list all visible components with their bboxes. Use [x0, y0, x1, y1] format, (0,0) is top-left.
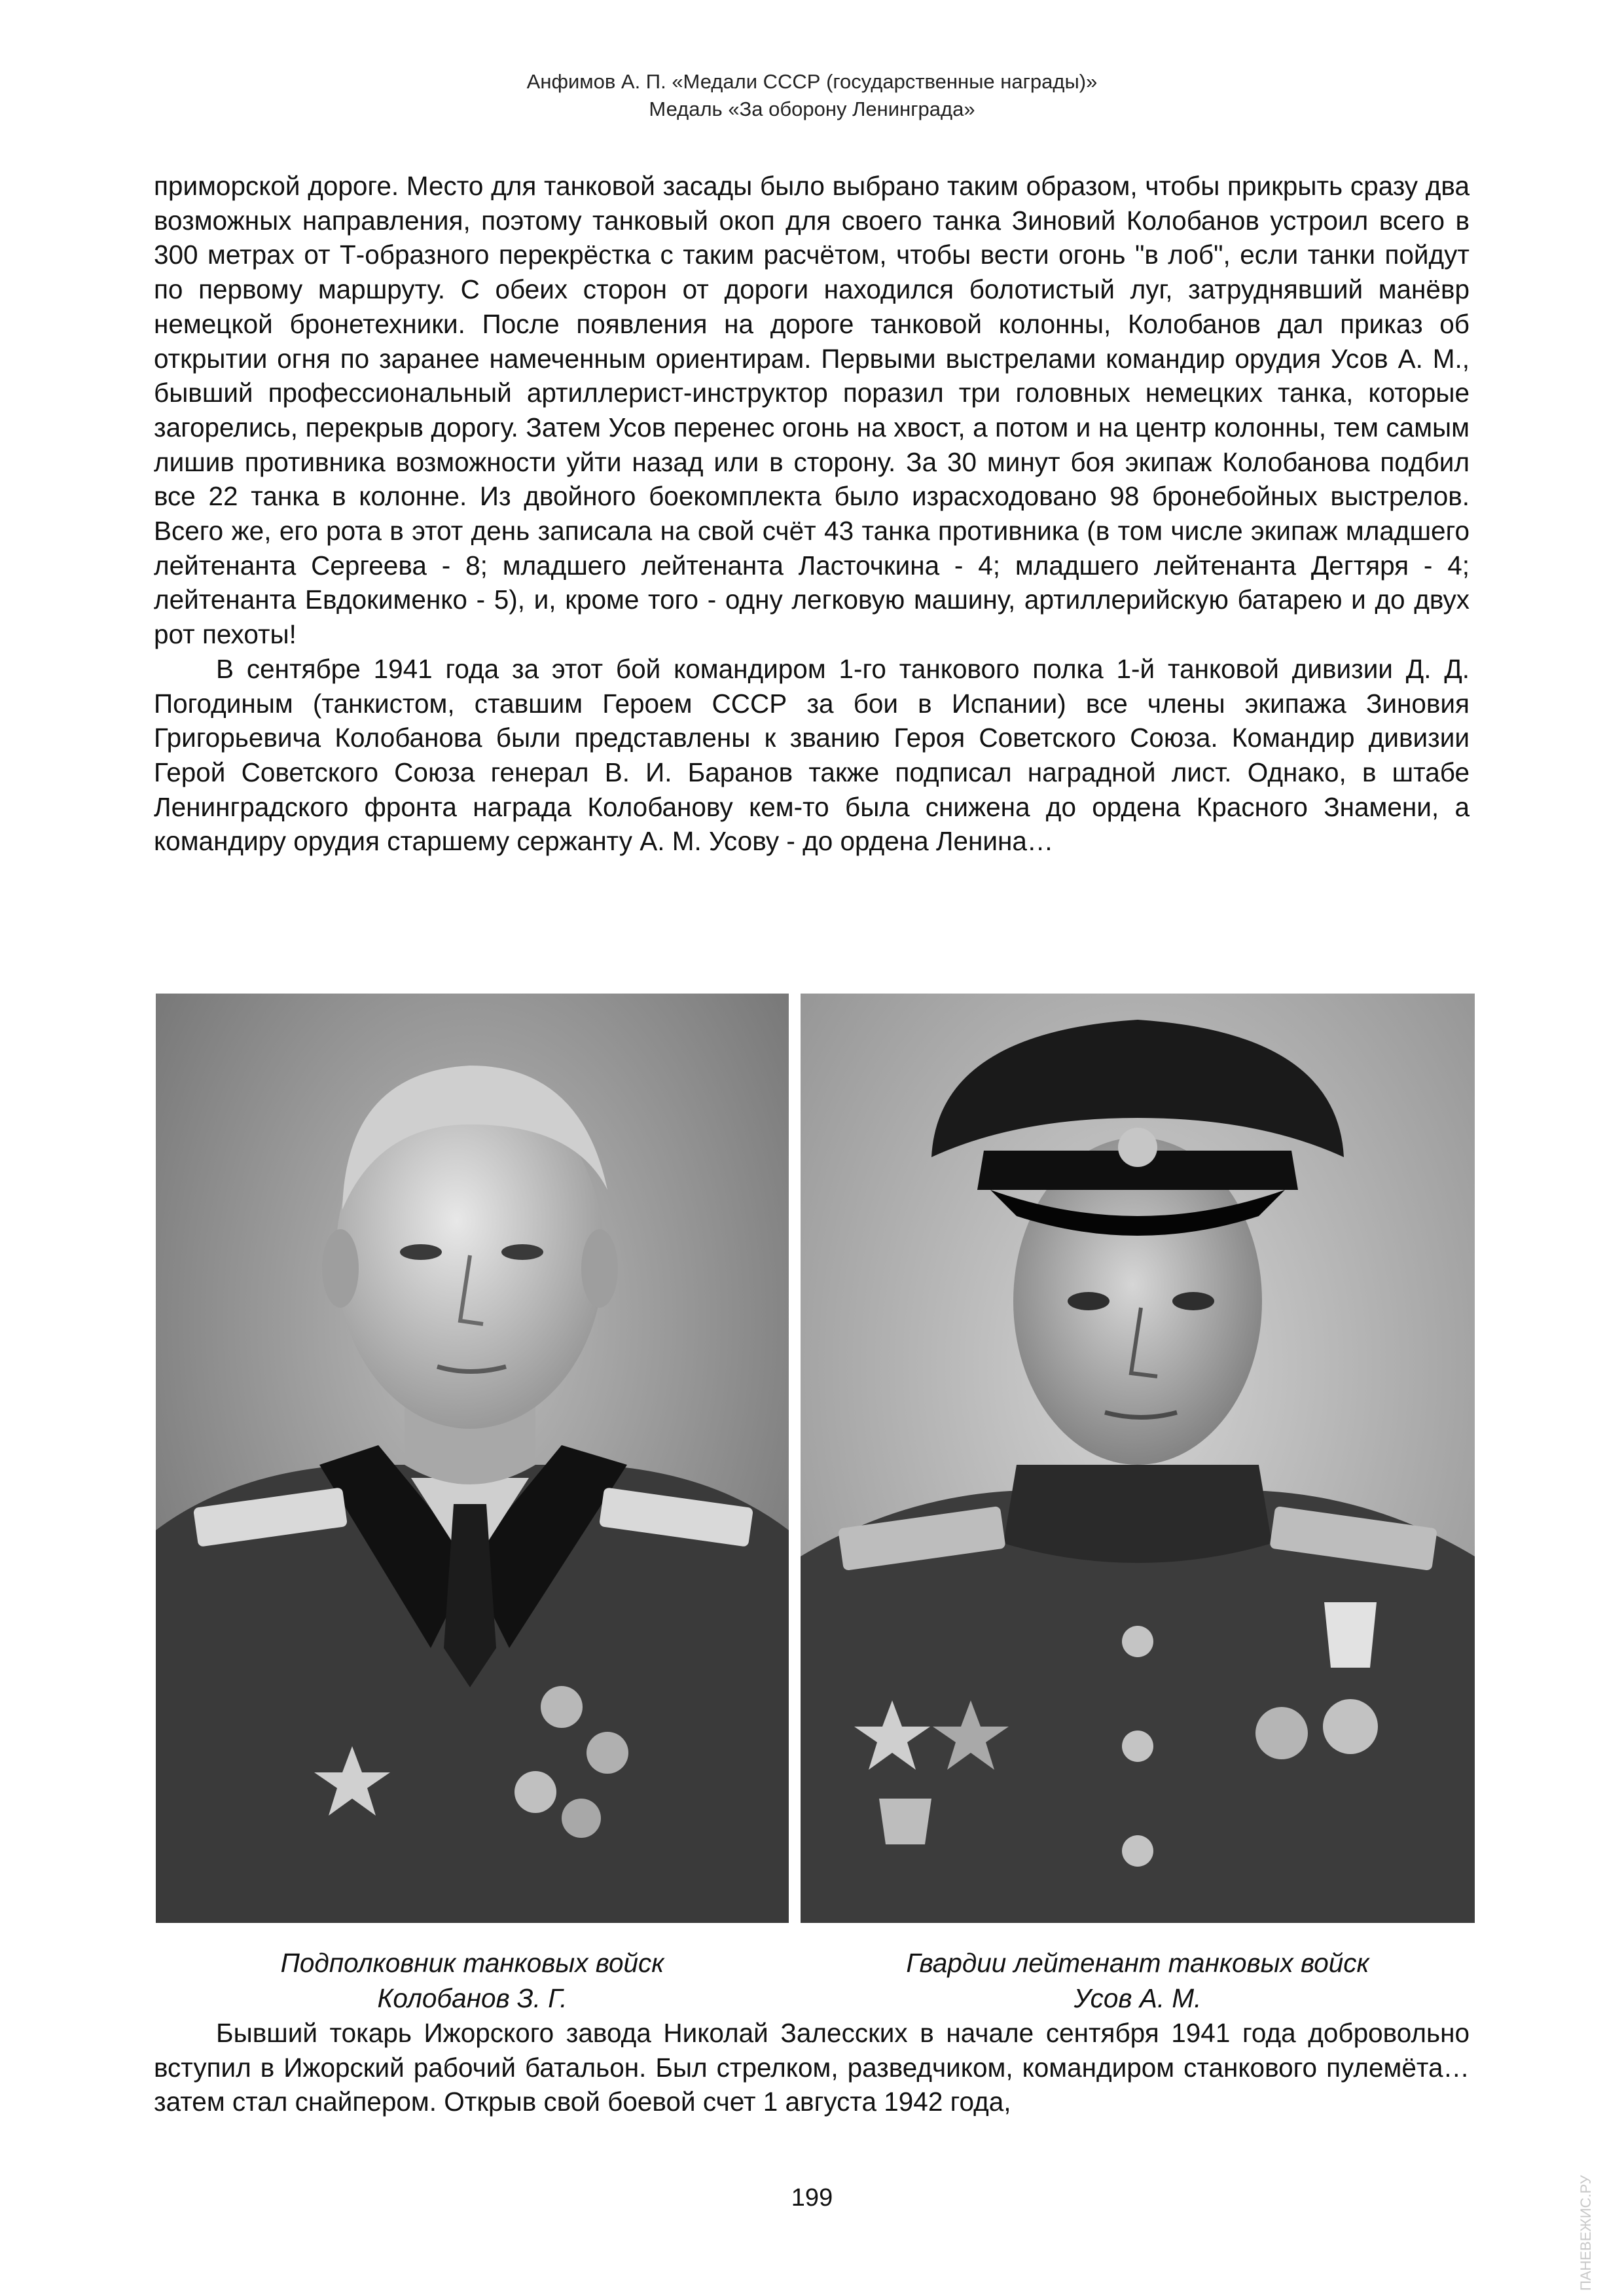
portrait-kolobanov-image [156, 994, 789, 1923]
caption-name: Колобанов З. Г. [377, 1983, 568, 2013]
header-line-1: Анфимов А. П. «Медали СССР (государственные награды)» [526, 70, 1098, 93]
body-text-top [154, 169, 1470, 859]
paragraph: Бывший токарь Ижорского завода Николай Залесских в начале сентября 1941 года добровольно вступил в Ижорский рабочий батальон. Был стрелком, разведчиком, командиром станкового пулемёта… затем стал снайпером. Открыв свой боевой счет 1 августа 1942 года, [154, 2018, 1470, 2117]
caption-rank: Гвардии лейтенант танковых войск [906, 1948, 1369, 1978]
photo-caption-right [801, 1945, 1475, 2016]
paragraph: В сентябре 1941 года за этот бой командиром 1-го танкового полка 1-й танковой дивизии Д. Д. Погодиным (танкистом, ставшим Героем СССР за бои в Испании) все члены экипажа Зиновия Григорьевича Колобанова были представлены к званию Героя Советского Союза. Командир дивизии Герой Советского Союза генерал В. И. Баранов также подписал наградной лист. Однако, в штабе Ленинградского фронта награда Колобанову кем-то была снижена до ордена Красного Знамени, а командиру орудия старшему сержанту А. М. Усову - до ордена Ленина… [154, 653, 1470, 857]
paragraph: приморской дороге. Место для танковой засады было выбрано таким образом, чтобы прикрыть сразу два возможных направления, поэтому танковый окоп для своего танка Зиновий Колобанов устроил всего в 300 метрах от Т-образного перекрёстка с таким расчётом, чтобы вести огонь "в лоб", если танки пойдут по первому маршруту. С обеих сторон от дороги находился болотистый луг, затруднявший манёвр немецкой бронетехники. После появления на дороге танковой колонны, Колобанов дал приказ об открытии огня по заранее намеченным ориентирам. Первыми выстрелами командир орудия Усов А. М., бывший профессиональный артиллерист-инструктор поразил три головных немецких танка, которые загорелись, перекрыв дорогу. Затем Усов перенес огонь на хвост, а потом и на центр колонны, тем самым лишив противника возможности уйти назад или в сторону. За 30 минут боя экипаж Колобанова подбил все 22 танка в колонне. Из двойного боекомплекта было израсходовано 98 бронебойных выстрелов. Всего же, его рота в этот день записала на свой счёт 43 танка противника (в том числе экипаж младшего лейтенанта Сергеева - 8; младшего лейтенанта Ласточкина - 4; младшего лейтенанта Дегтяря - 4; лейтенанта Евдокименко - 5), и, кроме того - одну легковую машину, артиллерийскую батарею и до двух рот пехоты! [154, 171, 1470, 650]
caption-rank: Подполковник танковых войск [280, 1948, 664, 1978]
page-number: 199 [791, 2184, 833, 2212]
portrait-usov-image [801, 994, 1475, 1923]
header-line-2: Медаль «За оборону Ленинграда» [649, 98, 975, 120]
running-header [0, 68, 1624, 123]
watermark: ПАНЕВЕЖИС.РУ [1578, 2175, 1594, 2291]
caption-name: Усов А. М. [1074, 1983, 1202, 2013]
body-text-bottom [154, 2016, 1470, 2119]
portrait-photo-kolobanov [156, 994, 789, 1923]
photo-caption-left [156, 1945, 789, 2016]
portrait-photo-usov [801, 994, 1475, 1923]
